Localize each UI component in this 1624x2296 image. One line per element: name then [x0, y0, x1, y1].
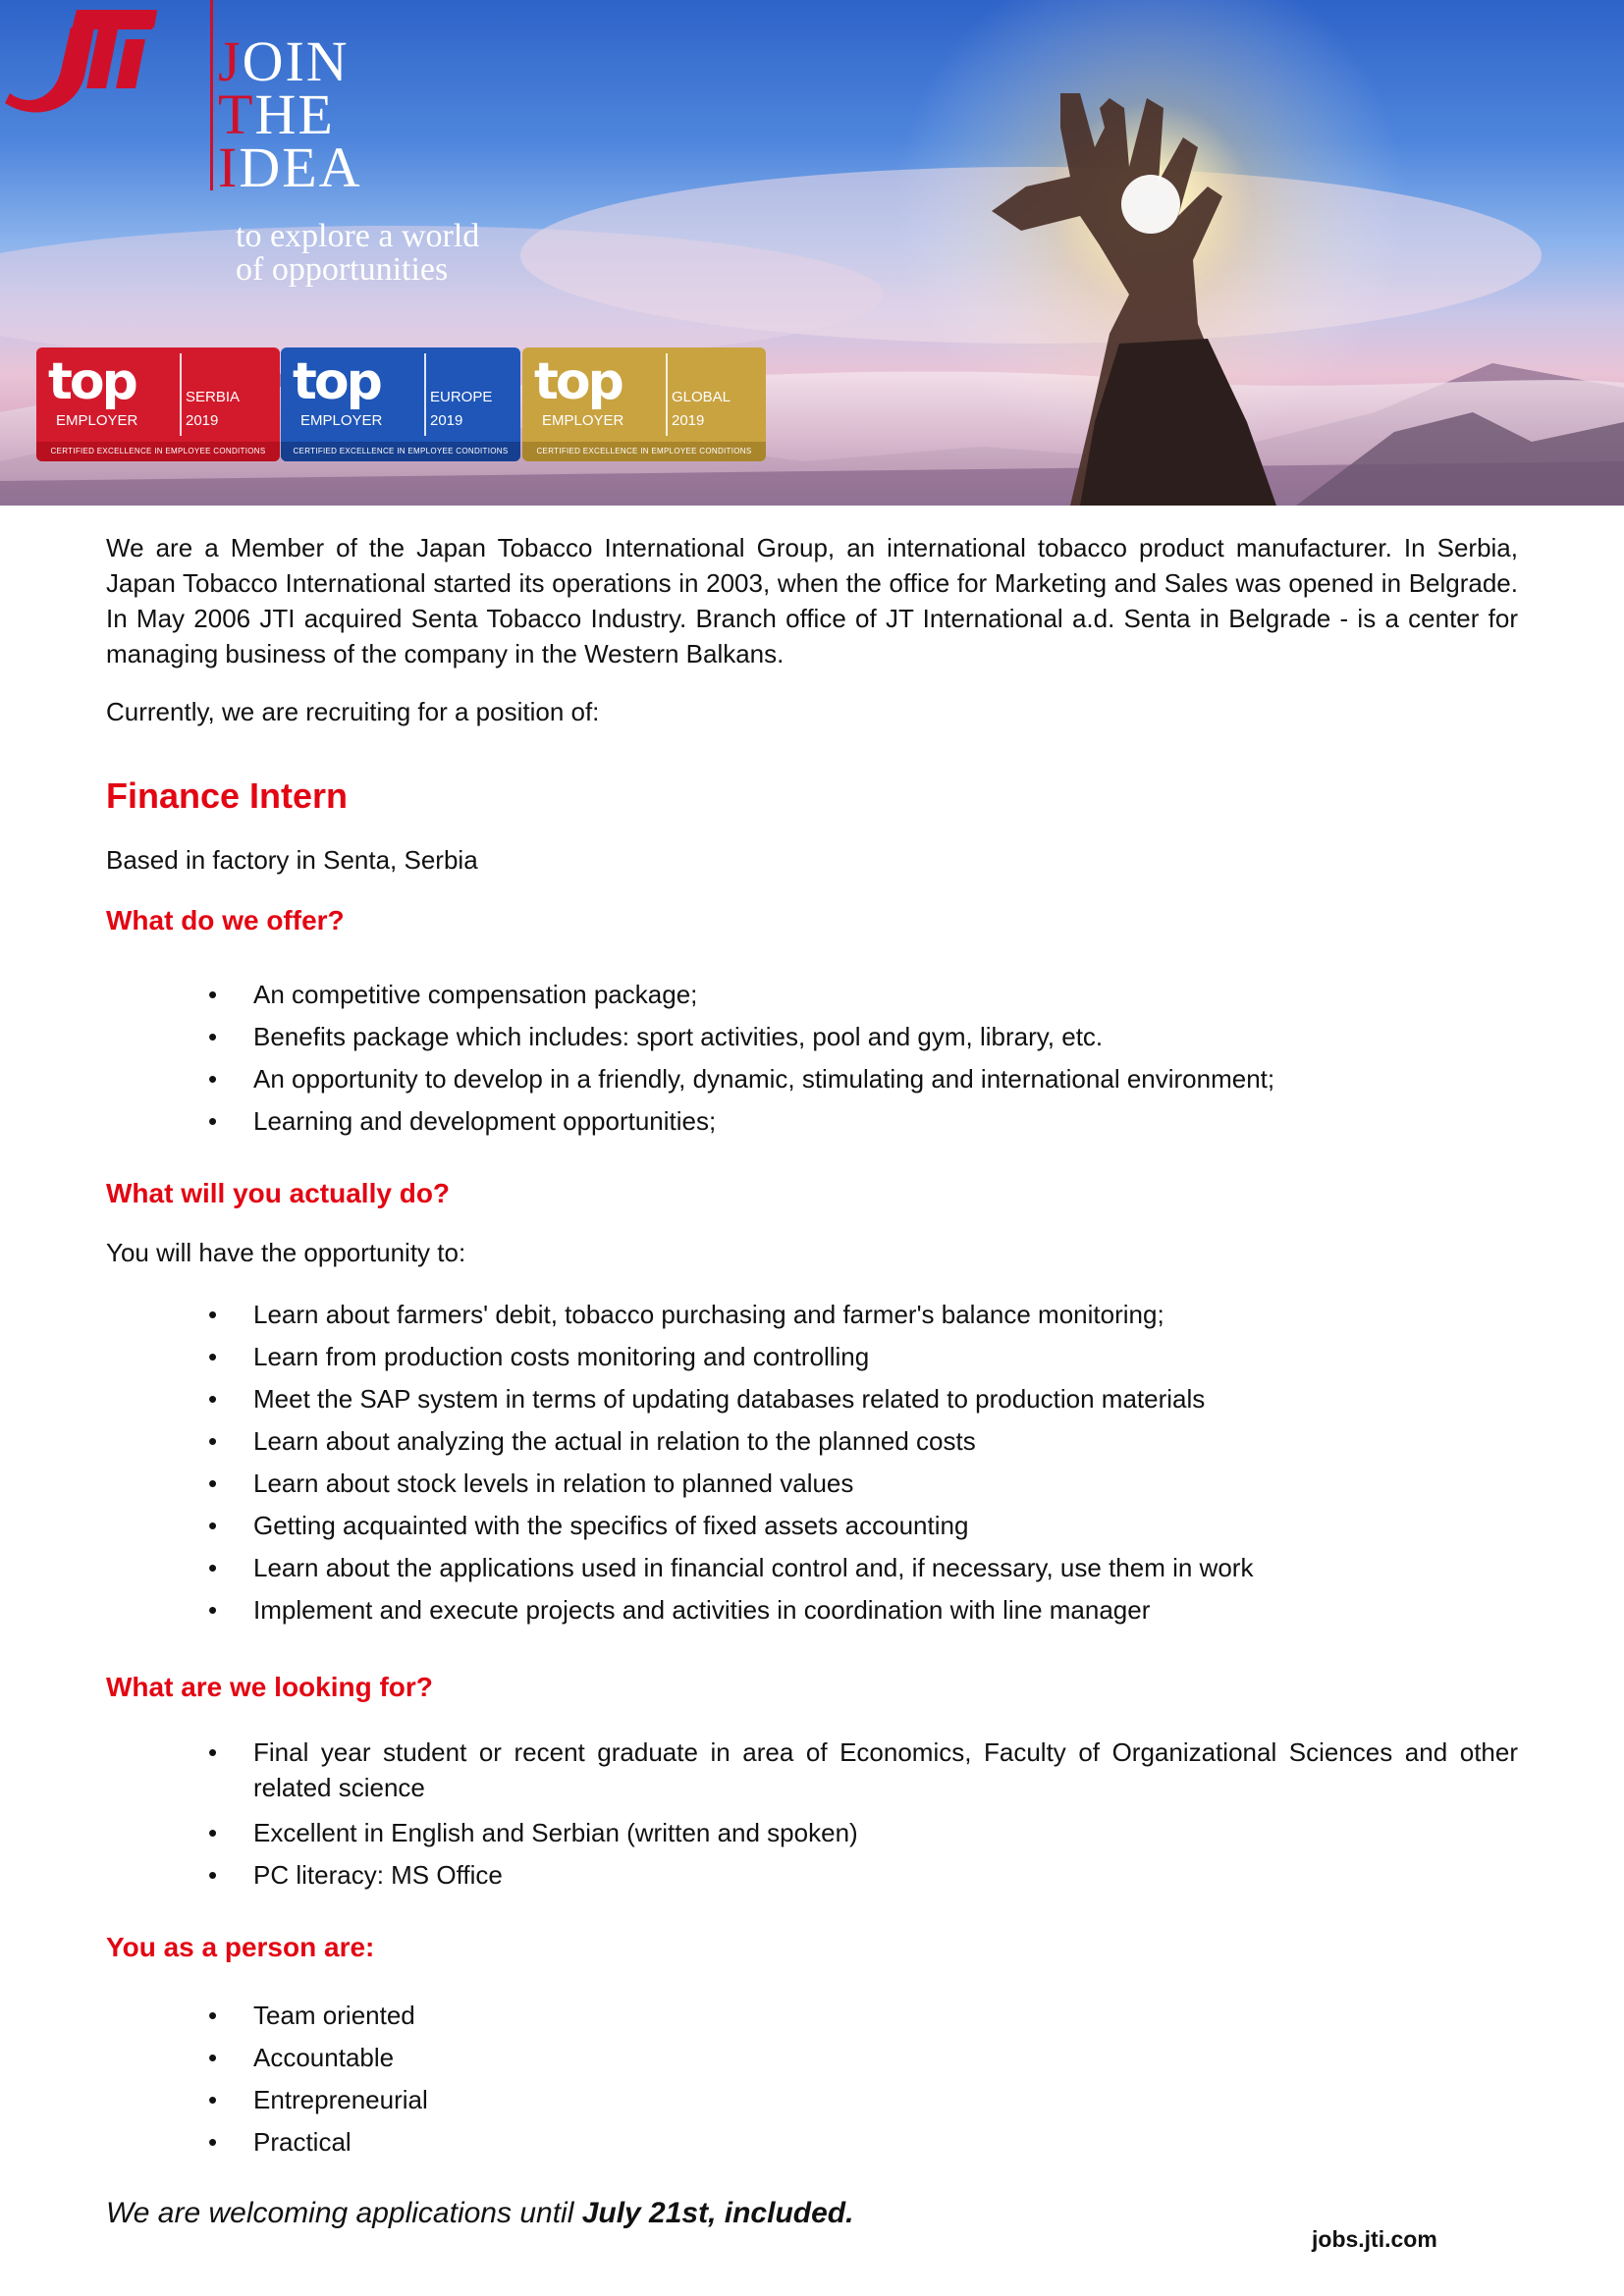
list-item: • Benefits package which includes: sport activities, pool and gym, library, etc. — [106, 1016, 1518, 1058]
badge-top-word: top — [293, 352, 380, 411]
top-employer-europe-badge — [281, 347, 520, 461]
intro-paragraph: We are a Member of the Japan Tobacco International Group, an international tobacco product manufacturer. In Serbia, Japan Tobacco International started its operations in 2003, when the office for Marketing and Sales was opened in Belgrade. In May 2006 JTI acquired Senta Tobacco Industry. Branch office of JT International a.d. Senta in Belgrade - is a center for managing business of the company in the Western Balkans. — [106, 533, 1518, 668]
badge-year: 2019 — [430, 412, 463, 429]
badge-year: 2019 — [672, 412, 705, 429]
list-item: • Excellent in English and Serbian (written and spoken) — [106, 1812, 1518, 1854]
badge-employer-label: EMPLOYER — [542, 412, 624, 429]
list-item: • Learning and development opportunities; — [106, 1100, 1518, 1143]
badge-employer-label: EMPLOYER — [300, 412, 383, 429]
header-banner — [0, 0, 1624, 506]
list-item: • Learn about analyzing the actual in relation to the planned costs — [106, 1420, 1518, 1463]
intro-section — [106, 530, 1518, 671]
list-item: • PC literacy: MS Office — [106, 1854, 1518, 1896]
list-item: • Learn about stock levels in relation to planned values — [106, 1463, 1518, 1505]
position-title: Finance Intern — [106, 775, 349, 816]
list-item: • Meet the SAP system in terms of updating databases related to production materials — [106, 1378, 1518, 1420]
list-item: • Learn about the applications used in financial control and, if necessary, use them in work — [106, 1547, 1518, 1589]
badge-divider — [424, 353, 426, 436]
offer-section — [106, 974, 1518, 1143]
badge-employer-label: EMPLOYER — [56, 412, 138, 429]
badge-top-word: top — [48, 352, 135, 411]
list-item: • Implement and execute projects and activities in coordination with line manager — [106, 1589, 1518, 1631]
list-item: • Accountable — [106, 2037, 1518, 2079]
person-section — [106, 1995, 1518, 2163]
requirements-heading: What are we looking for? — [106, 1672, 433, 1702]
badge-region: EUROPE — [430, 389, 493, 405]
offer-heading-wrap — [106, 905, 1518, 936]
position-location: Based in factory in Senta, Serbia — [106, 845, 478, 875]
closing-wrap — [106, 2197, 1518, 2230]
duties-heading-wrap — [106, 1178, 1518, 1209]
list-item: • Entrepreneurial — [106, 2079, 1518, 2121]
join-the-idea-headline — [218, 29, 362, 199]
jti-logo — [0, 0, 162, 118]
badge-divider — [666, 353, 668, 436]
list-item: • Final year student or recent graduate in area of Economics, Faculty of Organizational Sciences and other related science — [106, 1735, 1518, 1805]
list-item: • An opportunity to develop in a friendly, dynamic, stimulating and international environment; — [106, 1058, 1518, 1100]
headline-line-the: THE — [218, 82, 335, 146]
badge-footer: CERTIFIED EXCELLENCE IN EMPLOYEE CONDITIONS — [36, 442, 280, 461]
requirements-section — [106, 1735, 1518, 1896]
person-heading-wrap — [106, 1932, 1518, 1963]
headline-line-idea: IDEA — [218, 135, 362, 199]
requirements-list — [106, 1735, 1518, 1896]
duties-list — [106, 1294, 1518, 1631]
duties-intro: You will have the opportunity to: — [106, 1238, 466, 1267]
duties-section — [106, 1294, 1518, 1631]
location-wrap — [106, 842, 1518, 878]
recruiting-line-wrap — [106, 694, 1518, 729]
list-item: • Practical — [106, 2121, 1518, 2163]
badge-region: GLOBAL — [672, 389, 731, 405]
logo-divider — [210, 0, 213, 190]
requirements-heading-wrap — [106, 1672, 1518, 1703]
banner-tagline — [236, 220, 479, 287]
badge-region: SERBIA — [186, 389, 241, 405]
badge-top-word: top — [534, 352, 622, 411]
tagline-line: of opportunities — [236, 251, 449, 288]
list-item: • An competitive compensation package; — [106, 974, 1518, 1016]
badge-footer: CERTIFIED EXCELLENCE IN EMPLOYEE CONDITIONS — [522, 442, 766, 461]
person-list — [106, 1995, 1518, 2163]
tagline-line: to explore a world — [236, 218, 480, 254]
offer-heading: What do we offer? — [106, 905, 345, 935]
closing-statement — [106, 2197, 1518, 2230]
top-employer-global-badge — [522, 347, 766, 461]
list-item: • Learn from production costs monitoring and controlling — [106, 1336, 1518, 1378]
recruiting-line: Currently, we are recruiting for a position of: — [106, 697, 600, 726]
closing-deadline: July 21st, included. — [581, 2197, 854, 2229]
top-employer-serbia-badge — [36, 347, 280, 461]
website-link[interactable]: jobs.jti.com — [1312, 2226, 1437, 2252]
list-item: • Team oriented — [106, 1995, 1518, 2037]
badge-footer: CERTIFIED EXCELLENCE IN EMPLOYEE CONDITIONS — [281, 442, 520, 461]
closing-text: We are welcoming applications until — [106, 2197, 582, 2229]
list-item: • Getting acquainted with the specifics of fixed assets accounting — [106, 1505, 1518, 1547]
duties-heading: What will you actually do? — [106, 1178, 451, 1208]
list-item: • Learn about farmers' debit, tobacco purchasing and farmer's balance monitoring; — [106, 1294, 1518, 1336]
badge-divider — [180, 353, 182, 436]
badge-year: 2019 — [186, 412, 219, 429]
headline-line-join: JOIN — [218, 29, 350, 93]
person-heading: You as a person are: — [106, 1932, 375, 1962]
offer-list — [106, 974, 1518, 1143]
position-title-wrap — [106, 775, 1518, 817]
duties-intro-wrap — [106, 1235, 1518, 1270]
